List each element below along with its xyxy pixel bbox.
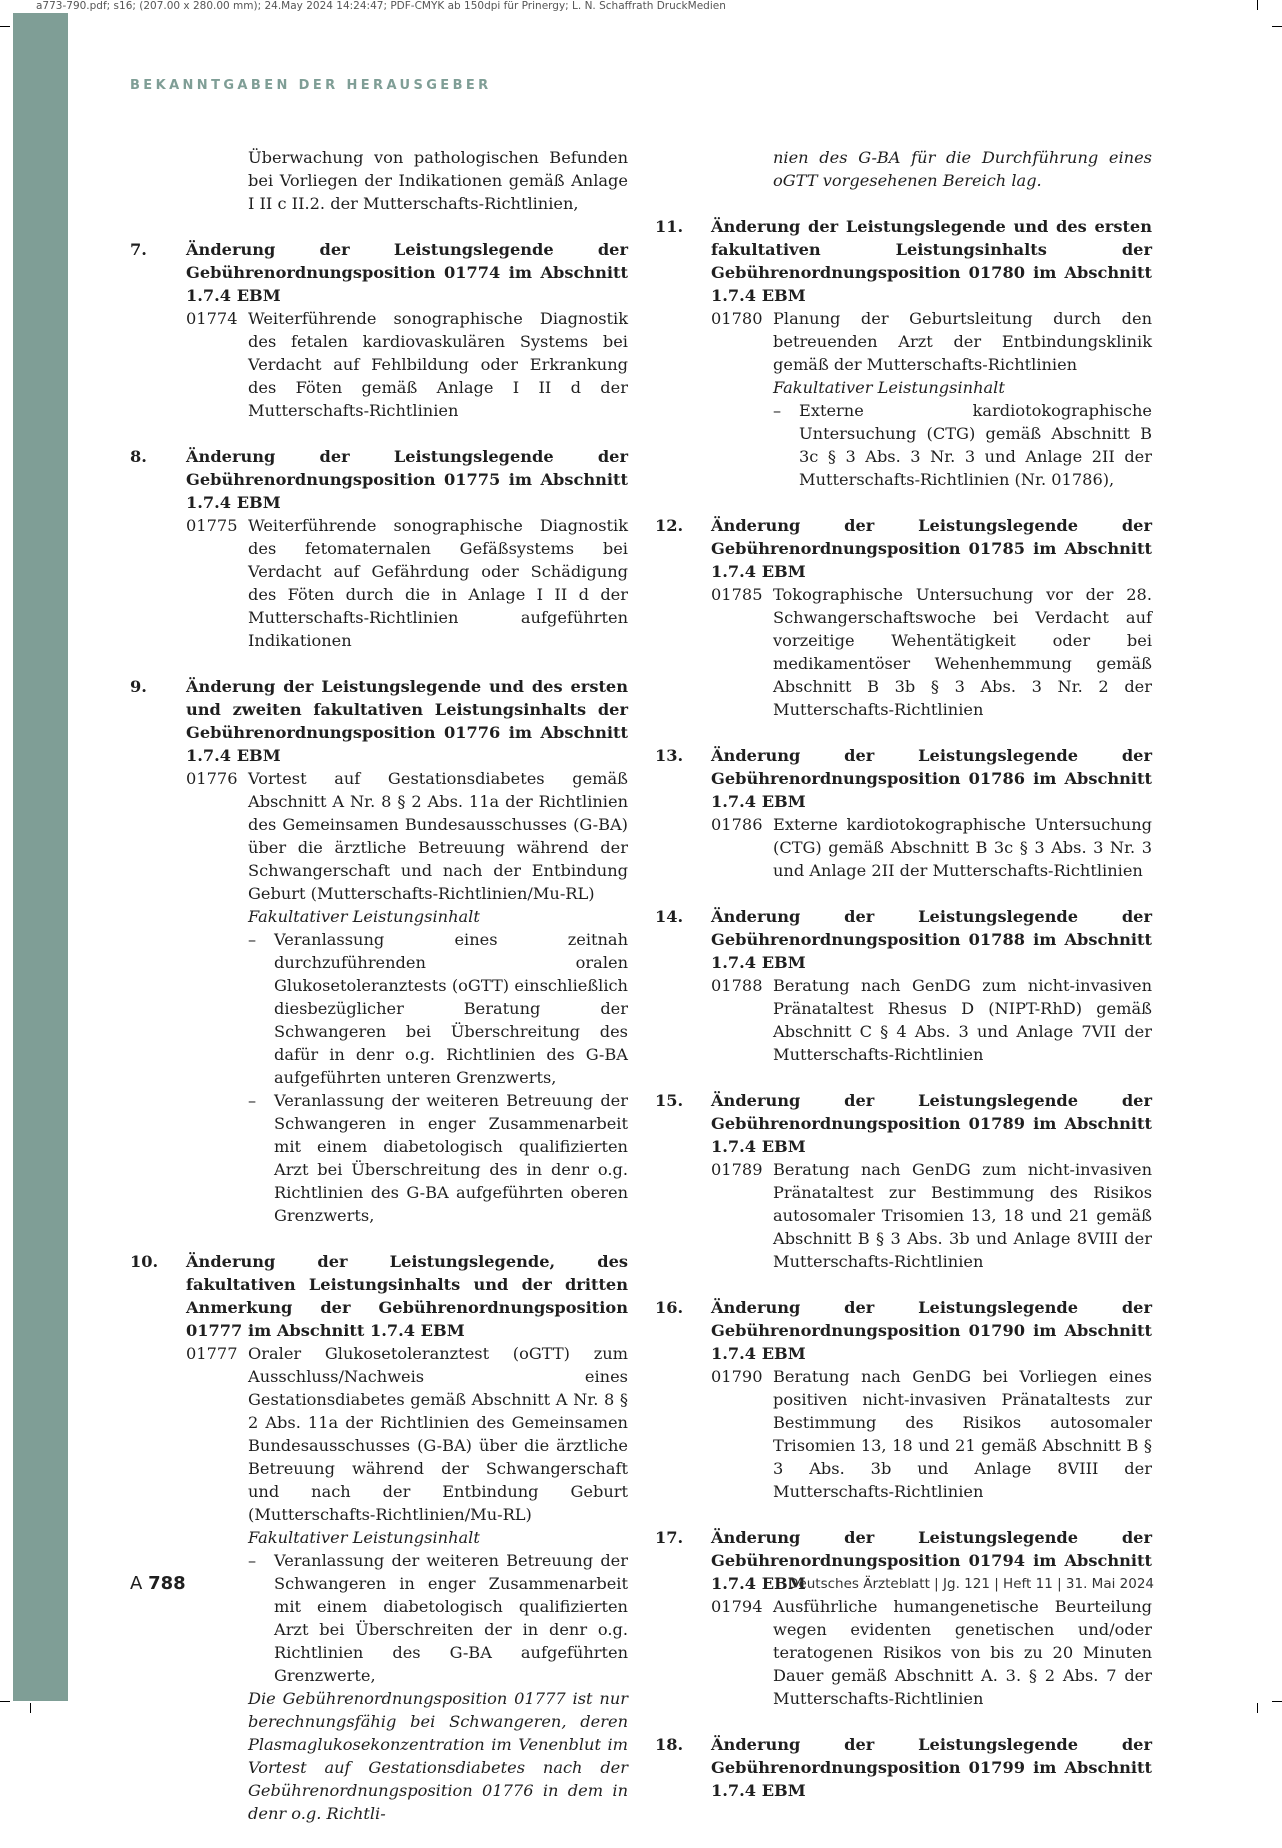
section-number: 14.	[655, 907, 684, 926]
section-number: 16.	[655, 1298, 684, 1317]
side-color-band	[13, 13, 68, 1701]
gop-text: Beratung nach GenDG zum nicht-invasiven Pränataltest Rhesus D (NIPT-RhD) gemäß Abschnitt C § 4 Abs. 3 und Anlage 7VII der Mutterschafts-Richtlinien	[773, 976, 1152, 1064]
gop-code: 01780	[711, 309, 763, 328]
section-title: Änderung der Leistungslegende und des ersten und zweiten fakultativen Leistungsinhalts der Gebührenordnungsposition 01776 im Abschnitt 1.7.4 EBM	[186, 677, 628, 765]
gop-text: Vortest auf Gestationsdiabetes gemäß Abschnitt A Nr. 8 § 2 Abs. 11a der Richtlinien des Gemeinsamen Bundesausschusses (G-BA) über die ärztliche Betreuung während der Schwangerschaft und nach der Entbindung Geburt (Mutterschafts-Richtlinien/Mu-RL)	[248, 769, 628, 903]
section-17	[655, 1526, 1152, 1710]
section-title: Änderung der Leistungslegende und des ersten fakultativen Leistungsinhalts der Gebührenordnungsposition 01780 im Abschnitt 1.7.4 EBM	[711, 217, 1152, 305]
dash-item: Externe kardiotokographische Untersuchung (CTG) gemäß Abschnitt B 3c § 3 Abs. 3 Nr. 3 und Anlage 2II der Mutterschafts-Richtlinien (Nr. 01786),	[799, 401, 1152, 489]
section-title: Änderung der Leistungslegende der Gebührenordnungsposition 01775 im Abschnitt 1.7.4 EBM	[186, 447, 628, 512]
page-number	[130, 1573, 186, 1594]
section-13	[655, 744, 1152, 882]
gop-text: Planung der Geburtsleitung durch den betreuenden Arzt der Entbindungsklinik gemäß der Mutterschafts-Richtlinien	[773, 309, 1152, 374]
dash-marker: –	[248, 1551, 257, 1570]
gop-text: Tokographische Untersuchung vor der 28. Schwangerschaftswoche bei Verdacht auf vorzeitige Wehentätigkeit oder bei medikamentöser Wehenhemmung gemäß Abschnitt B 3b § 3 Abs. 3 Nr. 2 der Mutterschafts-Richtlinien	[773, 585, 1152, 719]
section-number: 18.	[655, 1735, 684, 1754]
section-title: Änderung der Leistungslegende der Gebührenordnungsposition 01789 im Abschnitt 1.7.4 EBM	[711, 1091, 1152, 1156]
gop-text: Beratung nach GenDG bei Vorliegen eines positiven nicht-invasiven Pränataltests zur Bestimmung des Risikos autosomaler Trisomien 13, 18 und 21 gemäß Abschnitt B § 3 Abs. 3b und Anlage 8VIII der Mutterschafts-Richtlinien	[773, 1367, 1152, 1501]
gop-text: Externe kardiotokographische Untersuchung (CTG) gemäß Abschnitt B 3c § 3 Abs. 3 Nr. 3 und Anlage 2II der Mutterschafts-Richtlinien	[773, 815, 1152, 880]
section-11	[655, 215, 1152, 491]
section-number: 11.	[655, 217, 684, 236]
crop-mark-bottom-left-v	[30, 1703, 31, 1713]
gop-code: 01788	[711, 976, 763, 995]
crop-mark-bottom-right	[1272, 1701, 1282, 1702]
section-number: 15.	[655, 1091, 684, 1110]
section-title: Änderung der Leistungslegende der Gebührenordnungsposition 01788 im Abschnitt 1.7.4 EBM	[711, 907, 1152, 972]
gop-text: Weiterführende sonographische Diagnostik des fetalen kardiovaskulären Systems bei Verdacht auf Fehlbildung oder Erkrankung des Föten gemäß Anlage I II d der Mutterschafts-Richtlinien	[248, 309, 628, 420]
section-number: 7.	[130, 240, 147, 259]
section-8	[130, 445, 628, 652]
section-title: Änderung der Leistungslegende der Gebührenordnungsposition 01794 im Abschnitt 1.7.4 EBM	[711, 1528, 1152, 1593]
section-number: 12.	[655, 516, 684, 535]
section-12	[655, 514, 1152, 721]
section-7	[130, 238, 628, 422]
dash-item: Veranlassung der weiteren Betreuung der Schwangeren in enger Zusammenarbeit mit einem diabetologisch qualifizierten Arzt bei Überschreitung des in denr o.g. Richtlinien des G-BA aufgeführten oberen Grenzwerts,	[274, 1091, 628, 1225]
section-9	[130, 675, 628, 1227]
right-column	[655, 146, 1152, 1825]
dash-marker: –	[248, 930, 257, 949]
crop-mark-top-right-v	[1257, 0, 1258, 10]
section-18	[655, 1733, 1152, 1802]
gop-text: Ausführliche humangenetische Beurteilung wegen evidenten genetischen und/oder teratogenen Risikos von bis zu 20 Minuten Dauer gemäß Abschnitt A. 3. § 2 Abs. 7 der Mutterschafts-Richtlinien	[773, 1597, 1152, 1708]
section-number: 17.	[655, 1528, 684, 1547]
fakultativ-label: Fakultativer Leistungsinhalt	[773, 378, 1005, 397]
section-15	[655, 1089, 1152, 1273]
gop-code: 01794	[711, 1597, 763, 1616]
journal-info: Deutsches Ärzteblatt | Jg. 121 | Heft 11 | 31. Mai 2024	[788, 1576, 1154, 1592]
section-title: Änderung der Leistungslegende der Gebührenordnungsposition 01774 im Abschnitt 1.7.4 EBM	[186, 240, 628, 305]
section-number: 10.	[130, 1252, 159, 1271]
gop-code: 01775	[186, 516, 238, 535]
dash-item: Veranlassung eines zeitnah durchzuführenden oralen Glukosetoleranztests (oGTT) einschließlich diesbezüglicher Beratung der Schwangeren bei Überschreitung des dafür in denr o.g. Richtlinien des G-BA aufgeführten unteren Grenzwerts,	[274, 930, 628, 1087]
crop-mark-top-right	[1272, 26, 1282, 27]
section-14	[655, 905, 1152, 1066]
continued-annotation: nien des G-BA für die Durchführung eines oGTT vorgesehenen Bereich lag.	[773, 148, 1152, 190]
crop-mark-bottom-left	[0, 1701, 10, 1702]
dash-marker: –	[773, 401, 782, 420]
section-number: 13.	[655, 746, 684, 765]
section-title: Änderung der Leistungslegende der Gebührenordnungsposition 01785 im Abschnitt 1.7.4 EBM	[711, 516, 1152, 581]
annotation-text: Die Gebührenordnungsposition 01777 ist nur berechnungsfähig bei Schwangeren, deren Plasmaglukosekonzentration im Venenblut im Vortest auf Gestationsdiabetes nach der Gebührenordnungsposition 01776 in dem in denr o.g. Richtli-	[248, 1689, 628, 1823]
page-number-value: 788	[148, 1573, 186, 1594]
section-title: Änderung der Leistungslegende der Gebührenordnungsposition 01799 im Abschnitt 1.7.4 EBM	[711, 1735, 1152, 1800]
gop-code: 01774	[186, 309, 238, 328]
continued-text: Überwachung von pathologischen Befunden bei Vorliegen der Indikationen gemäß Anlage I II c II.2. der Mutterschafts-Richtlinien,	[248, 148, 628, 213]
gop-text: Beratung nach GenDG zum nicht-invasiven Pränataltest zur Bestimmung des Risikos autosomaler Trisomien 13, 18 und 21 gemäß Abschnitt B § 3 Abs. 3b und Anlage 8VIII der Mutterschafts-Richtlinien	[773, 1160, 1152, 1271]
page-prefix: A	[130, 1573, 143, 1594]
gop-code: 01776	[186, 769, 238, 788]
print-info-line: a773-790.pdf; s16; (207.00 x 280.00 mm); 24.May 2024 14:24:47; PDF-CMYK ab 150dpi für Prinergy; L. N. Schaffrath DruckMedien	[36, 0, 726, 12]
gop-text: Oraler Glukosetoleranztest (oGTT) zum Ausschluss/Nachweis eines Gestationsdiabetes gemäß Abschnitt A Nr. 8 § 2 Abs. 11a der Richtlinien des Gemeinsamen Bundesausschusses (G-BA) über die ärztliche Betreuung während der Schwangerschaft und nach der Entbindung Geburt (Mutterschafts-Richtlinien/Mu-RL)	[248, 1344, 628, 1524]
section-title: Änderung der Leistungslegende der Gebührenordnungsposition 01786 im Abschnitt 1.7.4 EBM	[711, 746, 1152, 811]
gop-code: 01790	[711, 1367, 763, 1386]
left-column	[130, 146, 628, 1848]
section-number: 8.	[130, 447, 147, 466]
crop-mark-top-left	[0, 26, 10, 27]
section-16	[655, 1296, 1152, 1503]
gop-text: Weiterführende sonographische Diagnostik des fetomaternalen Gefäßsystems bei Verdacht auf Gefährdung oder Schädigung des Föten durch die in Anlage I II d der Mutterschafts-Richtlinien aufgeführten Indikationen	[248, 516, 628, 650]
section-title: Änderung der Leistungslegende der Gebührenordnungsposition 01790 im Abschnitt 1.7.4 EBM	[711, 1298, 1152, 1363]
dash-item: Veranlassung der weiteren Betreuung der Schwangeren in enger Zusammenarbeit mit einem diabetologisch qualifizierten Arzt bei Überschreiten der in denr o.g. Richtlinien des G-BA aufgeführten Grenzwerte,	[274, 1551, 628, 1685]
gop-code: 01786	[711, 815, 763, 834]
crop-mark-bottom-right-v	[1257, 1703, 1258, 1713]
section-10	[130, 1250, 628, 1825]
dash-marker: –	[248, 1091, 257, 1110]
gop-code: 01789	[711, 1160, 763, 1179]
section-title: Änderung der Leistungslegende, des fakultativen Leistungsinhalts und der dritten Anmerkung der Gebührenordnungsposition 01777 im Abschnitt 1.7.4 EBM	[186, 1252, 628, 1340]
fakultativ-label: Fakultativer Leistungsinhalt	[248, 907, 480, 926]
section-header: BEKANNTGABEN DER HERAUSGEBER	[130, 78, 492, 93]
fakultativ-label: Fakultativer Leistungsinhalt	[248, 1528, 480, 1547]
gop-code: 01777	[186, 1344, 238, 1363]
gop-code: 01785	[711, 585, 763, 604]
section-number: 9.	[130, 677, 147, 696]
